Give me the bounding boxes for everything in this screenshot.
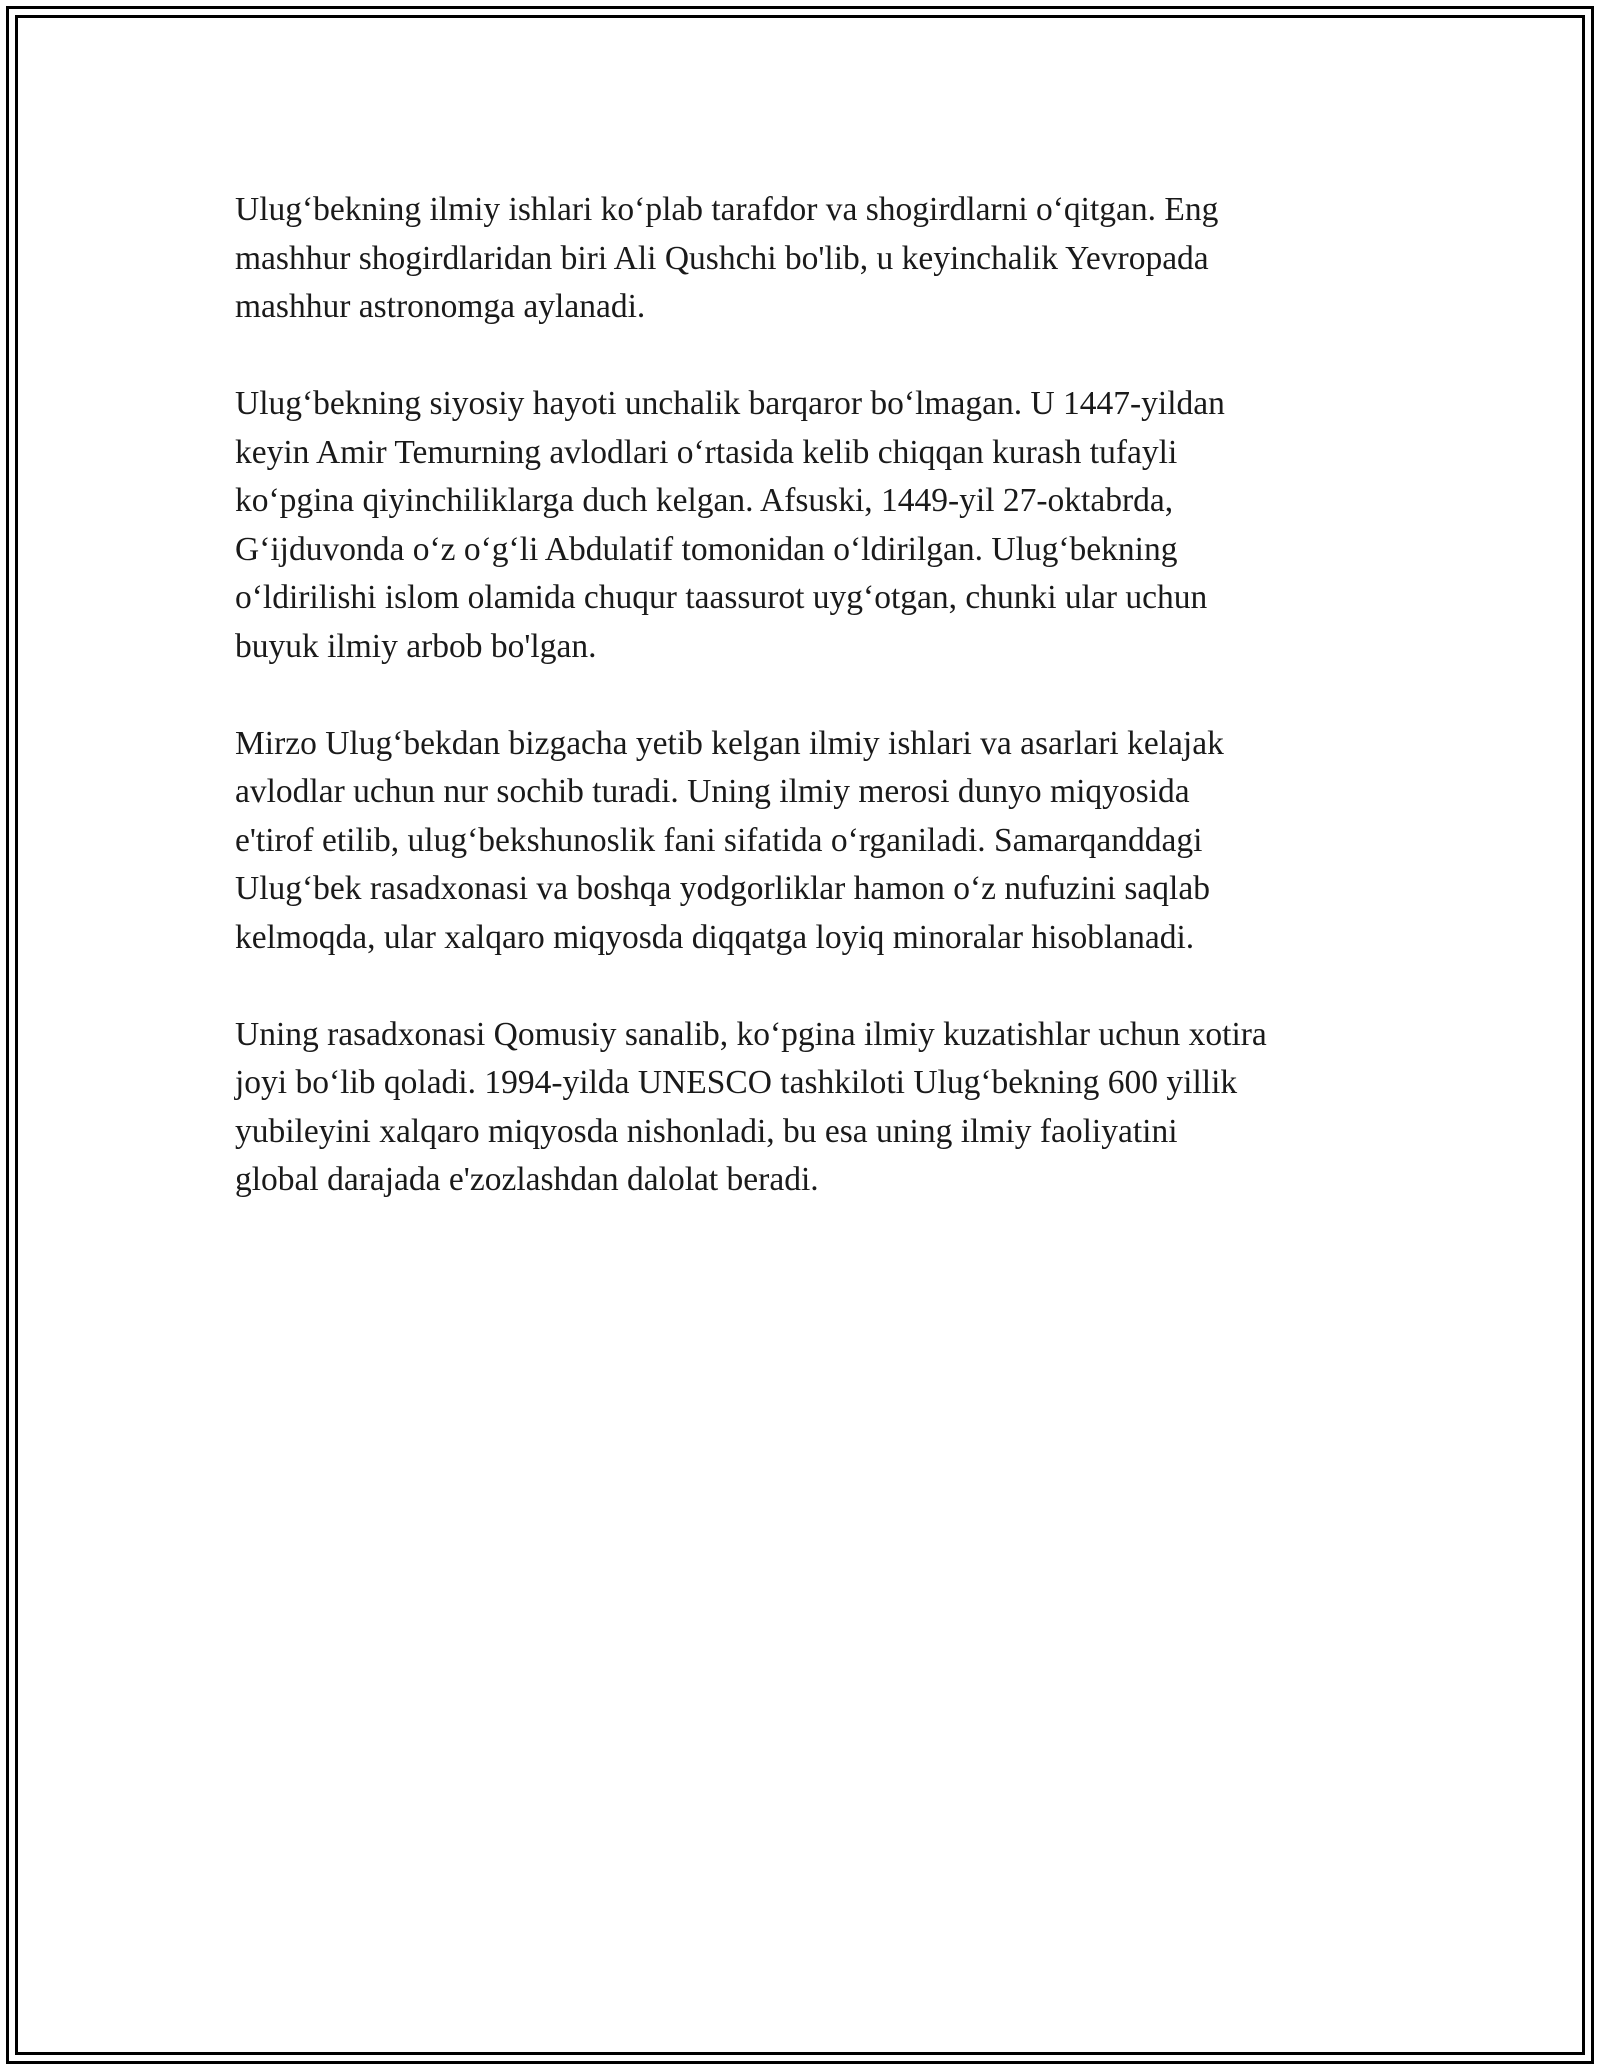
text-line: Ulug‘bek rasadxonasi va boshqa yodgorliklar hamon o‘z nufuzini saqlab (235, 870, 1210, 907)
paragraph-observatory (235, 1011, 1385, 1205)
text-line: avlodlar uchun nur sochib turadi. Uning ilmiy merosi dunyo miqyosida (235, 773, 1190, 810)
text-line: kelmoqda, ular xalqaro miqyosda diqqatga loyiq minoralar hisoblanadi. (235, 918, 1195, 956)
text-line: yubileyini xalqaro miqyosda nishonladi, bu esa uning ilmiy faoliyatini (235, 1112, 1178, 1150)
text-line: mashhur astronomga aylanadi. (235, 288, 646, 325)
text-line: Ulug‘bekning siyosiy hayoti unchalik barqaror bo‘lmagan. U 1447-yildan (235, 385, 1225, 422)
text-line: e'tirof etilib, ulug‘bekshunoslik fani sifatida o‘rganiladi. Samarqanddagi (235, 821, 1203, 859)
text-line: ko‘pgina qiyinchiliklarga duch kelgan. Afsuski, 1449-yil 27-oktabrda, (235, 482, 1174, 519)
document-body (235, 186, 1385, 1253)
text-line: Uning rasadxonasi Qomusiy sanalib, ko‘pgina ilmiy kuzatishlar uchun xotira (235, 1015, 1267, 1053)
text-line: global darajada e'zozlashdan dalolat beradi. (235, 1161, 819, 1198)
paragraph-political-life (235, 380, 1385, 671)
paragraph-legacy (235, 720, 1385, 963)
text-line: keyin Amir Temurning avlodlari o‘rtasida kelib chiqqan kurash tufayli (235, 433, 1178, 471)
text-line: mashhur shogirdlaridan biri Ali Qushchi bo'lib, u keyinchalik Yevropada (235, 239, 1209, 277)
text-line: G‘ijduvonda o‘z o‘g‘li Abdulatif tomonidan o‘ldirilgan. Ulug‘bekning (235, 530, 1178, 568)
text-line: joyi bo‘lib qoladi. 1994-yilda UNESCO tashkiloti Ulug‘bekning 600 yillik (235, 1064, 1238, 1101)
text-line: buyuk ilmiy arbob bo'lgan. (235, 627, 597, 665)
text-line: o‘ldirilishi islom olamida chuqur taassurot uyg‘otgan, chunki ular uchun (235, 579, 1208, 616)
text-line: Ulug‘bekning ilmiy ishlari ko‘plab tarafdor va shogirdlarni o‘qitgan. Eng (235, 191, 1219, 228)
text-line: Mirzo Ulug‘bekdan bizgacha yetib kelgan ilmiy ishlari va asarlari kelajak (235, 724, 1224, 762)
paragraph-students (235, 186, 1385, 332)
